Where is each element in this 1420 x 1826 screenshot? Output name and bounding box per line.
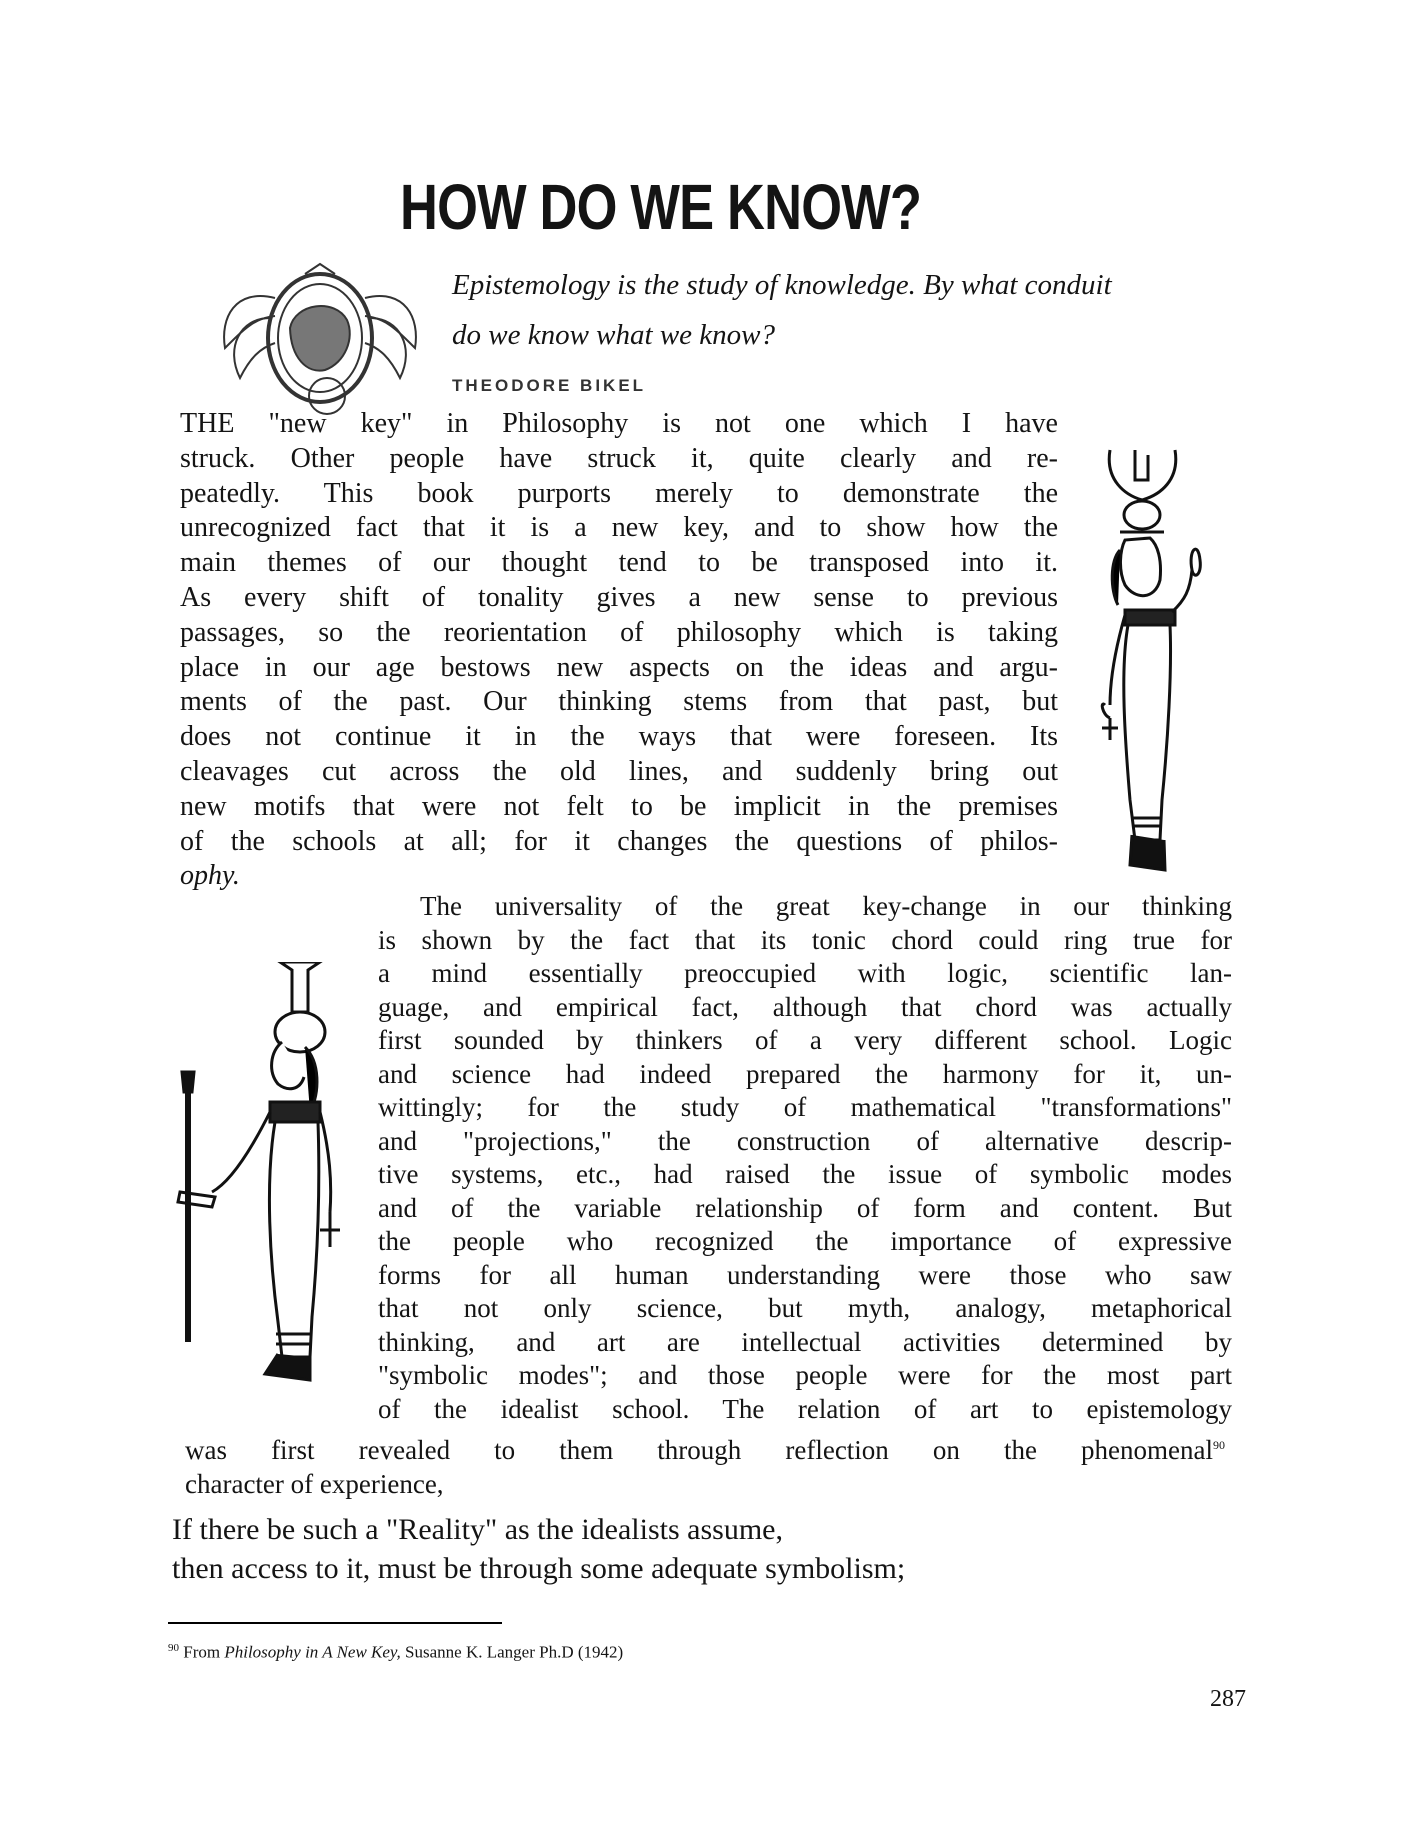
text-line: does not continue it in the ways that were foreseen. Its xyxy=(180,721,1058,753)
text-line: first sounded by thinkers of a very different school. Logic xyxy=(378,1025,1232,1055)
text-line: that not only science, but myth, analogy, metaphorical xyxy=(378,1293,1232,1323)
author-name: THEODORE BIKEL xyxy=(452,376,647,395)
text-line: ophy. xyxy=(180,860,240,892)
subtitle-line: Epistemology is the study of knowledge. By what conduit xyxy=(452,269,1112,301)
text-line: guage, and empirical fact, although that chord was actually xyxy=(378,991,1232,1022)
text-line: ments of the past. Our thinking stems from that past, but xyxy=(180,686,1058,718)
text-line: forms for all human understanding were those who saw xyxy=(378,1259,1232,1290)
text-line: place in our age bestows new aspects on the ideas and argu- xyxy=(180,651,1058,683)
text-line: of the idealist school. The relation of art to epistemology xyxy=(378,1393,1232,1424)
paragraph-3 xyxy=(185,1428,1225,1501)
subtitle xyxy=(452,260,1192,360)
text-segment: was first revealed to them through reflection on the phenomenal xyxy=(185,1435,1213,1465)
text-line: a mind essentially preoccupied with logic, scientific lan- xyxy=(378,958,1232,988)
egyptian-figure-with-staff-icon xyxy=(170,962,370,1388)
text-line: character of experience, xyxy=(185,1469,444,1499)
text-line: thinking, and art are intellectual activities determined by xyxy=(378,1326,1232,1357)
text-line: unrecognized fact that it is a new key, and to show how the xyxy=(180,512,1058,544)
text-line: is shown by the fact that its tonic chord could ring true for xyxy=(378,924,1232,955)
text-line: main themes of our thought tend to be transposed into it. xyxy=(180,547,1058,579)
paragraph-2 xyxy=(378,890,1232,1426)
egyptian-goddess-figure-icon xyxy=(1080,440,1205,890)
text-line: If there be such a "Reality" as the idealists assume, xyxy=(172,1513,783,1546)
text-line: tive systems, etc., had raised the issue of symbolic modes xyxy=(378,1159,1232,1189)
page-title: HOW DO WE KNOW? xyxy=(400,171,922,243)
page-number: 287 xyxy=(1210,1686,1246,1712)
footnote-marker: 90 xyxy=(1213,1438,1225,1452)
text-line: and "projections," the construction of alternative descrip- xyxy=(378,1125,1232,1156)
text-line: wittingly; for the study of mathematical "transformations" xyxy=(378,1092,1232,1122)
text-line: passages, so the reorientation of philosophy which is taking xyxy=(180,616,1058,648)
subtitle-line: do we know what we know? xyxy=(452,319,776,351)
text-line: cleavages cut across the old lines, and suddenly bring out xyxy=(180,755,1058,787)
text-line: As every shift of tonality gives a new sense to previous xyxy=(180,581,1058,613)
text-line xyxy=(185,1428,1225,1467)
medallion-emblem-icon xyxy=(215,258,425,426)
text-line: "symbolic modes"; and those people were for the most part xyxy=(378,1360,1232,1390)
paragraph-4 xyxy=(172,1510,1232,1588)
text-line: and of the variable relationship of form and content. But xyxy=(378,1192,1232,1223)
footnote xyxy=(168,1642,623,1663)
footnote-prefix: From xyxy=(183,1642,225,1662)
text-line: then access to it, must be through some adequate symbolism; xyxy=(172,1552,906,1585)
footnote-source-title: Philosophy in A New Key, xyxy=(224,1642,401,1662)
text-line: the people who recognized the importance of expressive xyxy=(378,1226,1232,1256)
text-line: and science had indeed prepared the harmony for it, un- xyxy=(378,1058,1232,1089)
footnote-suffix: Susanne K. Langer Ph.D (1942) xyxy=(400,1642,624,1662)
text-line: peatedly. This book purports merely to demonstrate the xyxy=(180,477,1058,509)
footnote-number: 90 xyxy=(168,1642,179,1654)
text-line: struck. Other people have struck it, quite clearly and re- xyxy=(180,442,1058,474)
paragraph-1 xyxy=(180,407,1058,894)
text-line: new motifs that were not felt to be implicit in the premises xyxy=(180,790,1058,822)
footnote-separator xyxy=(168,1622,502,1624)
text-line: THE "new key" in Philosophy is not one which I have xyxy=(180,408,1058,439)
text-line: of the schools at all; for it changes the questions of philos- xyxy=(180,825,1058,857)
text-line: The universality of the great key-change in our thinking xyxy=(420,891,1232,921)
